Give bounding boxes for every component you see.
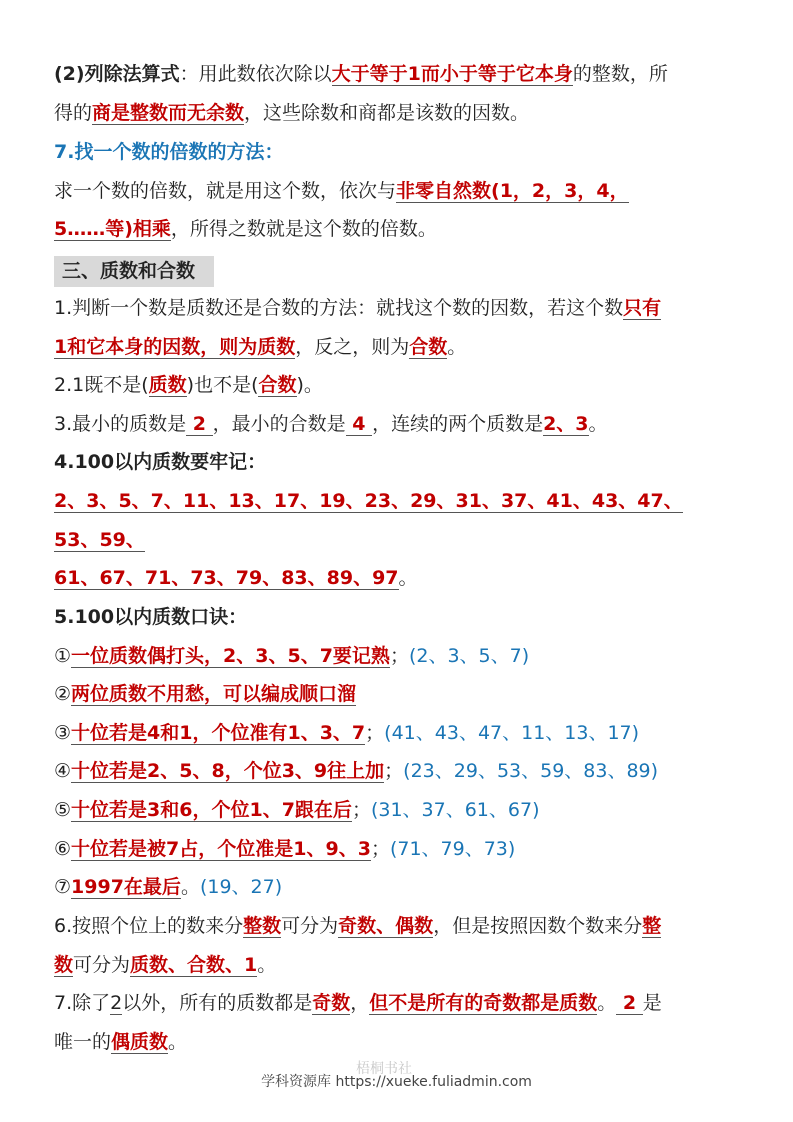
mnemonic-5 bbox=[54, 796, 540, 824]
text: ，所得之数就是这个数的倍数。 bbox=[170, 218, 437, 240]
example-primes: (71、79、73) bbox=[389, 838, 516, 860]
text: ：用此数依次除以 bbox=[179, 63, 332, 85]
text: ， bbox=[350, 992, 370, 1014]
example-primes: (19、27) bbox=[199, 876, 283, 898]
text: 3.最小的质数是 bbox=[54, 413, 187, 435]
answer-blank: 质数 bbox=[148, 374, 187, 396]
answer-blank: 整数 bbox=[243, 915, 282, 937]
answer-blank: 4 bbox=[345, 413, 373, 435]
circled-number: ② bbox=[54, 683, 72, 705]
answer-blank: 十位若是2、5、8，个位3、9往上加 bbox=[71, 760, 385, 782]
primes-list-3 bbox=[54, 564, 418, 592]
answer-blank: 偶质数 bbox=[111, 1031, 169, 1053]
para-judge-prime bbox=[54, 294, 661, 322]
para-multiples-cont bbox=[54, 215, 437, 243]
answer-blank: 奇数 bbox=[312, 992, 351, 1014]
text: ，但是按照因数个数来分 bbox=[433, 915, 643, 937]
answer-blank: 商是整数而无余数 bbox=[92, 102, 245, 124]
subheading: (2)列除法算式 bbox=[54, 63, 180, 85]
para-integer-classification-cont bbox=[54, 951, 276, 979]
text: )也不是( bbox=[186, 374, 259, 396]
para-judge-prime-cont bbox=[54, 333, 466, 361]
answer-blank: 2 bbox=[616, 992, 643, 1014]
example-primes: (31、37、61、67) bbox=[370, 799, 540, 821]
para-odd-primes bbox=[54, 989, 662, 1017]
answer-blank: 但不是所有的奇数都是质数 bbox=[369, 992, 598, 1014]
circled-number: ④ bbox=[54, 760, 72, 782]
heading-mnemonic: 5.100以内质数口诀： bbox=[54, 606, 248, 628]
text: 。 bbox=[447, 336, 467, 358]
answer-blank: 只有 bbox=[623, 297, 662, 319]
example-primes: (2、3、5、7) bbox=[408, 645, 530, 667]
text: ，这些除数和商都是该数的因数。 bbox=[244, 102, 530, 124]
para-neither bbox=[54, 371, 323, 399]
mnemonic-6 bbox=[54, 835, 515, 863]
section-heading: 三、质数和合数 bbox=[54, 256, 214, 287]
para-odd-primes-cont bbox=[54, 1028, 187, 1056]
text: 可分为 bbox=[73, 954, 131, 976]
answer-blank: 2、3、5、7、11、13、17、19、23、29、31、37、41、43、47、 bbox=[54, 490, 683, 512]
answer-blank: 两位质数不用愁，可以编成顺口溜 bbox=[71, 683, 357, 705]
text: ； bbox=[370, 838, 390, 860]
text: ； bbox=[351, 799, 371, 821]
example-primes: (23、29、53、59、83、89) bbox=[403, 760, 659, 782]
mnemonic-1 bbox=[54, 642, 529, 670]
answer-blank: 53、59、 bbox=[54, 529, 145, 551]
heading-primes-under-100: 4.100以内质数要牢记： bbox=[54, 451, 267, 473]
answer-blank: 61、67、71、73、79、83、89、97 bbox=[54, 567, 399, 589]
text: 。 bbox=[257, 954, 277, 976]
circled-number: ⑤ bbox=[54, 799, 72, 821]
text: 可分为 bbox=[281, 915, 339, 937]
heading-multiples: 7.找一个数的倍数的方法： bbox=[54, 141, 284, 163]
text: 是 bbox=[642, 992, 662, 1014]
text: ，连续的两个质数是 bbox=[372, 413, 544, 435]
circled-number: ① bbox=[54, 645, 72, 667]
text: 以外，所有的质数都是 bbox=[122, 992, 313, 1014]
text: 唯一的 bbox=[54, 1031, 112, 1053]
text: 6.按照个位上的数来分 bbox=[54, 915, 244, 937]
text: 。 bbox=[180, 876, 200, 898]
text: ； bbox=[384, 760, 404, 782]
para-smallest bbox=[54, 410, 608, 438]
answer-blank: 十位若是4和1，个位准有1、3、7 bbox=[71, 722, 366, 744]
text: 7.除了 bbox=[54, 992, 111, 1014]
circled-number: ⑥ bbox=[54, 838, 72, 860]
answer-blank: 1997在最后 bbox=[71, 876, 181, 898]
answer-blank: 2、3 bbox=[543, 413, 589, 435]
para-division-formula-cont bbox=[54, 99, 529, 127]
mnemonic-2 bbox=[54, 680, 356, 708]
answer-blank: 2 bbox=[186, 413, 213, 435]
text: 2.1既不是( bbox=[54, 374, 149, 396]
text: 。 bbox=[398, 567, 418, 589]
answer-blank: 整 bbox=[642, 915, 662, 937]
mnemonic-4 bbox=[54, 757, 658, 785]
answer-blank: 一位质数偶打头，2、3、5、7要记熟 bbox=[71, 645, 390, 667]
example-primes: (41、43、47、11、13、17) bbox=[384, 722, 640, 744]
underlined-number: 2 bbox=[110, 992, 123, 1014]
para-multiples bbox=[54, 177, 629, 205]
answer-blank: 大于等于1而小于等于它本身 bbox=[331, 63, 573, 85]
text: 求一个数的倍数，就是用这个数，依次与 bbox=[54, 180, 397, 202]
answer-blank: 十位若是被7占，个位准是1、9、3 bbox=[71, 838, 371, 860]
text: 的整数，所 bbox=[572, 63, 668, 85]
text: 得的 bbox=[54, 102, 93, 124]
text: 1.判断一个数是质数还是合数的方法：就找这个数的因数，若这个数 bbox=[54, 297, 624, 319]
answer-blank: 质数、合数、1 bbox=[130, 954, 258, 976]
primes-list-1 bbox=[54, 487, 683, 515]
answer-blank: 数 bbox=[54, 954, 74, 976]
answer-blank: 合数 bbox=[258, 374, 297, 396]
answer-blank: 奇数、偶数 bbox=[338, 915, 434, 937]
text: )。 bbox=[296, 374, 323, 396]
answer-blank: 非零自然数(1，2，3，4， bbox=[396, 180, 629, 202]
footer-source: 学科资源库 https://xueke.fuliadmin.com bbox=[261, 1074, 532, 1090]
answer-blank: 1和它本身的因数，则为质数 bbox=[54, 336, 296, 358]
watermark: 梧桐书社 bbox=[356, 1061, 412, 1077]
text: ，最小的合数是 bbox=[212, 413, 346, 435]
text: ，反之，则为 bbox=[295, 336, 410, 358]
answer-blank: 5……等)相乘 bbox=[54, 218, 171, 240]
circled-number: ⑦ bbox=[54, 876, 72, 898]
mnemonic-7 bbox=[54, 873, 282, 901]
answer-blank: 十位若是3和6，个位1、7跟在后 bbox=[71, 799, 352, 821]
text: 。 bbox=[588, 413, 608, 435]
para-division-formula bbox=[54, 60, 668, 88]
para-integer-classification bbox=[54, 912, 661, 940]
text: ； bbox=[389, 645, 409, 667]
text: 。 bbox=[597, 992, 617, 1014]
primes-list-2 bbox=[54, 526, 145, 554]
mnemonic-3 bbox=[54, 719, 639, 747]
text: 。 bbox=[168, 1031, 188, 1053]
answer-blank: 合数 bbox=[409, 336, 448, 358]
text: ； bbox=[365, 722, 385, 744]
circled-number: ③ bbox=[54, 722, 72, 744]
